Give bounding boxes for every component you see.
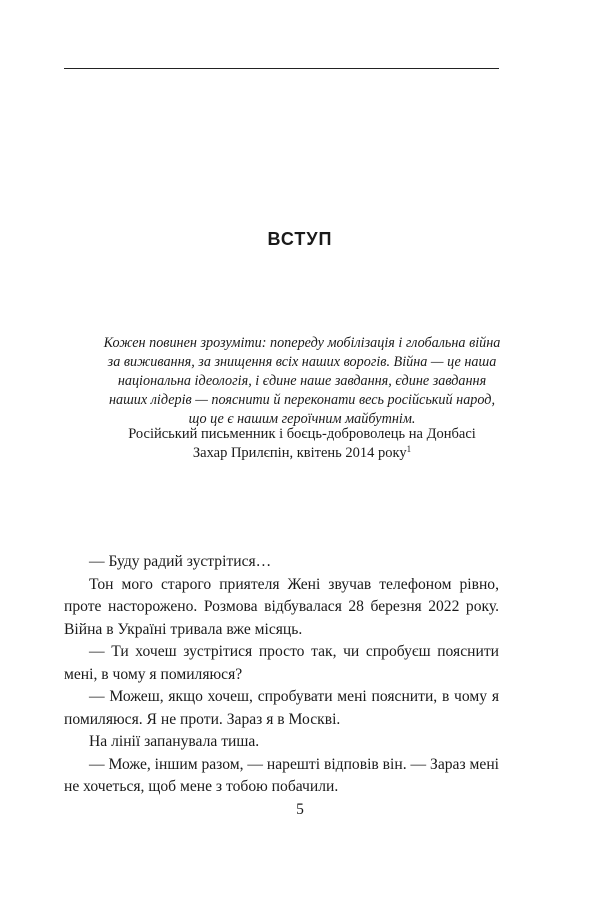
paragraph: — Буду радий зустрітися…: [89, 553, 272, 570]
epigraph-line: національна ідеологія, і єдине наше завдання, єдине завдання: [117, 373, 487, 389]
paragraph: На лінії запанувала тиша.: [89, 733, 260, 750]
chapter-title: ВСТУП: [267, 229, 333, 249]
paragraph: — Може, іншим разом, — нарешті відповів він. — Зараз мені не хочеться, щоб мене з тобою побачили.: [64, 755, 499, 795]
epigraph: [60, 334, 544, 429]
epigraph-line: за виживання, за знищення всіх наших ворогів. Війна — це наша: [107, 354, 497, 370]
paragraph: Тон мого старого приятеля Жені звучав телефоном рівно, проте насторожено. Розмова відбувалася 28 березня 2022 року. Війна в Україні тривала вже місяць.: [64, 575, 499, 638]
attribution-line: Російський письменник і боєць-доброволець на Донбасі: [128, 426, 476, 442]
footnote-marker[interactable]: 1: [406, 444, 412, 454]
epigraph-line: що це є нашим героїчним майбутнім.: [188, 411, 416, 427]
epigraph-attribution: [60, 425, 544, 463]
header-rule: [64, 68, 499, 69]
page-number: 5: [296, 801, 304, 818]
paragraph: — Можеш, якщо хочеш, спробувати мені пояснити, в чому я помиляюся. Я не проти. Зараз я в Москві.: [64, 688, 499, 728]
attribution-author: Захар Прилєпін, квітень 2014 року: [192, 445, 407, 461]
paragraph: — Ти хочеш зустрітися просто так, чи спробуєш пояснити мені, в чому я помиляюся?: [64, 643, 499, 683]
epigraph-line: Кожен повинен зрозуміти: попереду мобілізація і глобальна війна: [103, 335, 501, 351]
body-text: [64, 551, 499, 799]
epigraph-line: наших лідерів — пояснити й переконати весь російський народ,: [108, 392, 496, 408]
attribution-line: [60, 444, 544, 463]
